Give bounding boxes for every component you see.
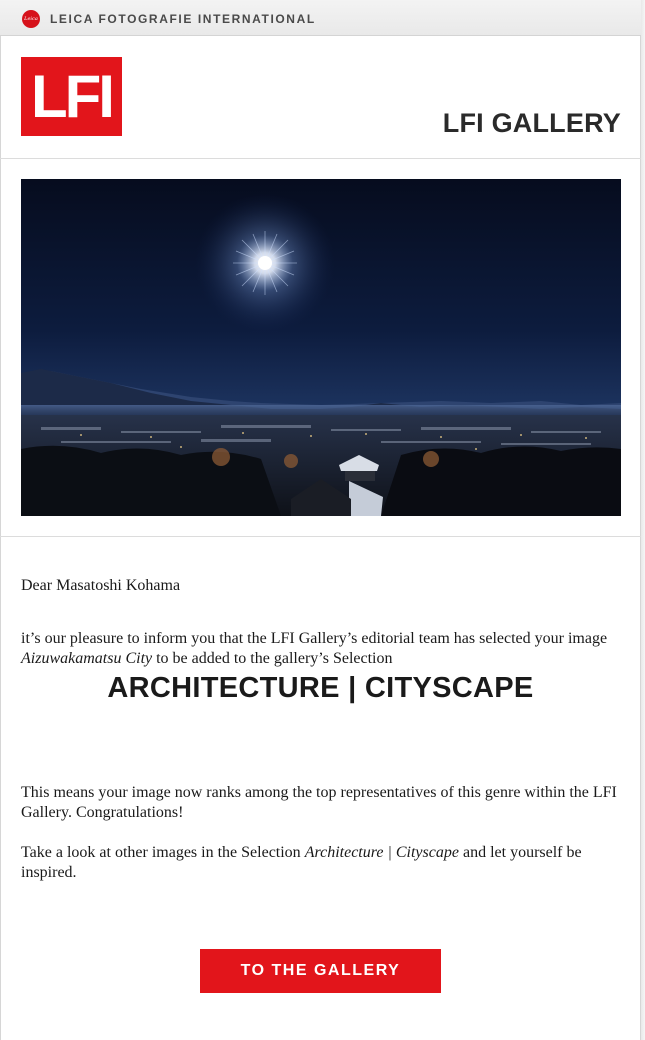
email-header (0, 36, 641, 159)
lfi-logo-text: LFI (31, 62, 112, 130)
selection-category: ARCHITECTURE | CITYSCAPE (107, 672, 534, 704)
leica-logo-icon (22, 10, 40, 28)
featured-photo[interactable] (21, 179, 621, 516)
image-title: Aizuwakamatsu City (21, 650, 153, 667)
brand-name: LEICA FOTOGRAFIE INTERNATIONAL (50, 12, 316, 26)
photo-section (0, 159, 641, 537)
congratulations-paragraph: This means your image now ranks among the top representatives of this genre within the LFI Gallery. Congratulations! (21, 784, 617, 821)
announcement-text-end: to be added to the gallery’s Selection (152, 650, 393, 667)
invitation-text-start: Take a look at other images in the Selection (21, 844, 305, 861)
lfi-logo[interactable] (21, 57, 122, 136)
announcement-text-start: it’s our pleasure to inform you that the LFI Gallery’s editorial team has selected your image (21, 630, 608, 647)
invitation-paragraph (21, 843, 621, 883)
gallery-title: LFI GALLERY (442, 108, 621, 138)
window-edge (641, 0, 645, 1040)
selection-announcement (21, 629, 621, 669)
to-the-gallery-button[interactable]: TO THE GALLERY (200, 949, 441, 993)
brand-bar (0, 0, 641, 36)
leica-logo-text: Leica (24, 16, 38, 22)
selection-name: Architecture | Cityscape (304, 844, 459, 861)
greeting: Dear Masatoshi Kohama (21, 577, 181, 594)
invitation-text-end: and let yourself be inspired. (21, 844, 582, 881)
cityscape-photo-image (21, 179, 621, 516)
